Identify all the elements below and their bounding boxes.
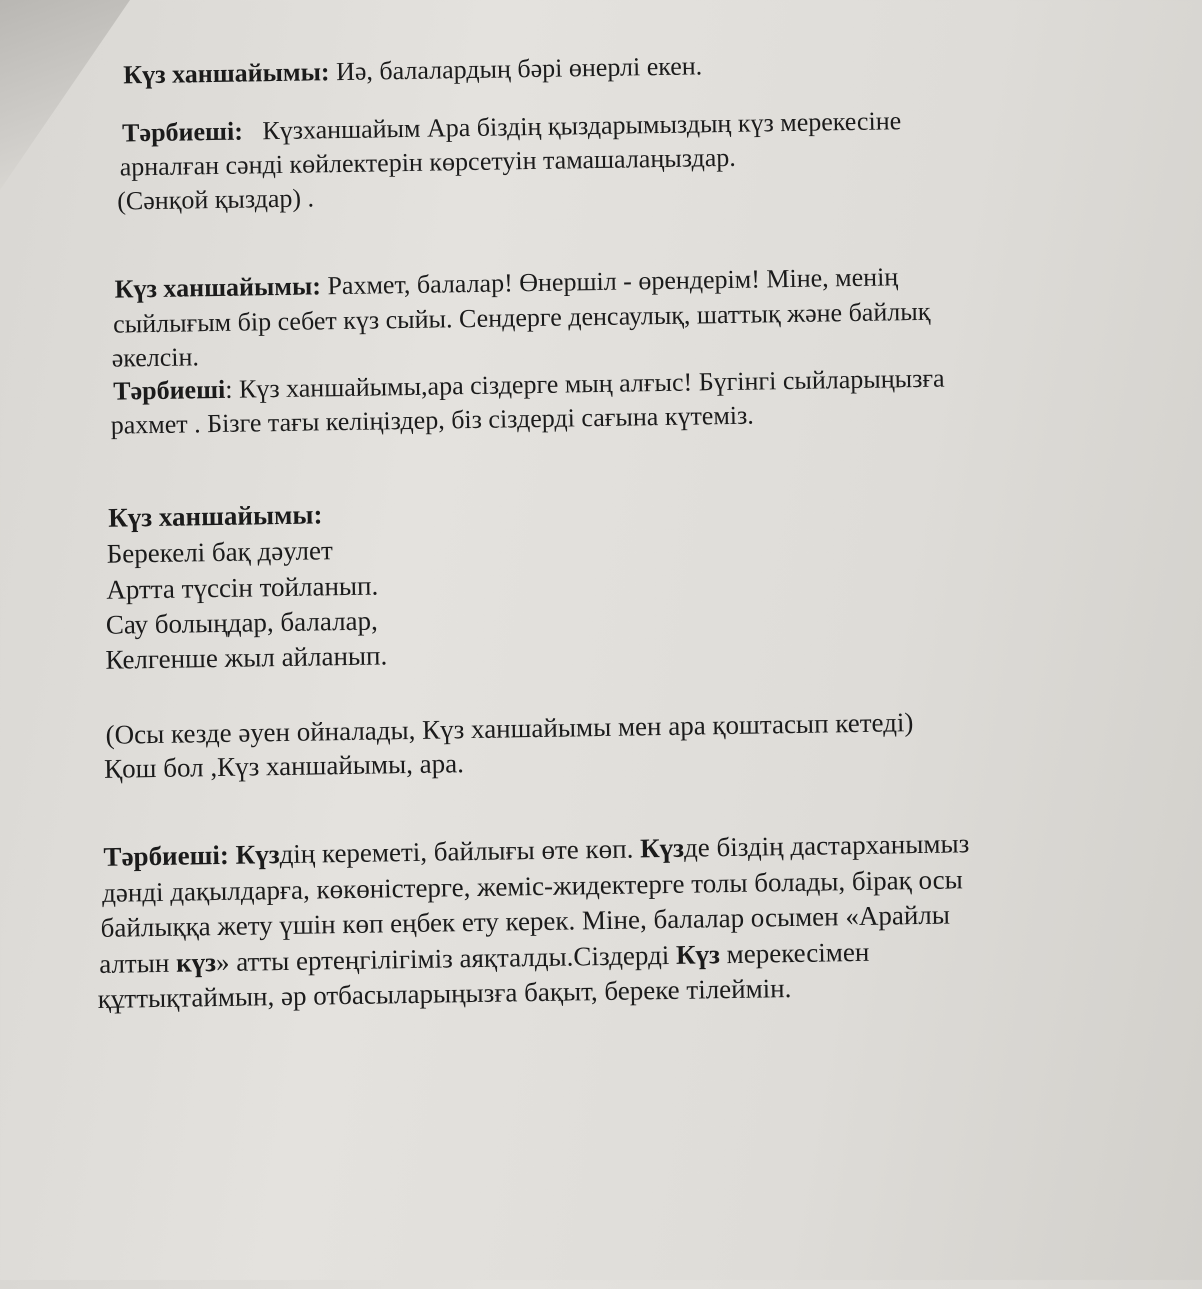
paragraph-line: дәнді дақылдарға, көкөністерге, жеміс-жидектерге толы болады, бірақ осы bbox=[101, 864, 964, 908]
dialogue-text: мерекесімен bbox=[719, 936, 870, 970]
emphasis-text: Күз bbox=[675, 939, 721, 970]
verse-line: Артта түссін тойланып. bbox=[106, 570, 379, 605]
paragraph-line: құттықтаймын, әр отбасыларыңызға бақыт, береке тілеймін. bbox=[97, 973, 792, 1014]
emphasis-text: күз bbox=[175, 947, 217, 978]
verse-line: Келгенше жыл айланып. bbox=[105, 640, 388, 675]
dialogue-text: Рахмет, балалар! Өнершіл - өрендерім! Міне, менің bbox=[320, 262, 899, 301]
paragraph-line: (Сәнқой қыздар) . bbox=[117, 183, 315, 216]
paragraph-line: әкелсін. bbox=[111, 342, 200, 373]
speaker-label: Тәрбиеші: bbox=[103, 839, 236, 872]
paragraph-line: (Осы кезде әуен ойналады, Күз ханшайымы мен ара қоштасып кетеді) bbox=[105, 707, 914, 750]
paragraph-line: сыйлығым бір себет күз сыйы. Сендерге денсаулық, шаттық және байлық bbox=[112, 296, 931, 339]
speaker-label-line bbox=[108, 498, 323, 533]
dialogue-text: : Күз ханшайымы,ара сіздерге мың алғыс! Бүгінгі сыйларыңызға bbox=[225, 363, 945, 404]
speaker-label: Тәрбиеші bbox=[113, 374, 226, 406]
speaker-label: Күз ханшайымы: bbox=[114, 271, 322, 304]
emphasis-text: Күз bbox=[639, 832, 685, 864]
speaker-label: Күз ханшайымы: bbox=[107, 499, 323, 533]
speaker-label: Тәрбиеші: bbox=[121, 116, 244, 148]
verse-line: Сау болыңдар, балалар, bbox=[105, 605, 379, 640]
emphasis-text: Күз bbox=[235, 839, 280, 870]
paragraph-line: рахмет . Бізге тағы келіңіздер, біз сіздерді сағына күтеміз. bbox=[110, 400, 755, 440]
paragraph-line: арналған сәнді көйлектерін көрсетуін тамашалаңыздар. bbox=[119, 142, 737, 182]
dialogue-text: де біздің дастарханымыз bbox=[683, 828, 970, 863]
dialogue-text: Күзханшайым Ара біздің қыздарымыздың күз мерекесіне bbox=[242, 106, 902, 146]
dialogue-text: Иә, балалардың бәрі өнерлі екен. bbox=[329, 51, 703, 87]
paragraph-line: байлыққа жету үшін көп еңбек ету керек. Міне, балалар осымен «Арайлы bbox=[100, 899, 951, 943]
speaker-label: Күз ханшайымы: bbox=[123, 57, 330, 90]
paragraph-1 bbox=[123, 50, 702, 91]
dialogue-text: » атты ертеңгілігіміз аяқталды.Сіздерді bbox=[215, 939, 677, 978]
paragraph-line bbox=[113, 363, 945, 408]
paragraph-line bbox=[122, 105, 901, 149]
paragraph-line: Қош бол ,Күз ханшайымы, ара. bbox=[103, 748, 465, 784]
dialogue-text: дің кереметі, байлығы өте көп. bbox=[279, 833, 641, 870]
dialogue-text: алтын bbox=[98, 947, 177, 979]
verse-line: Берекелі бақ дәулет bbox=[106, 535, 334, 569]
